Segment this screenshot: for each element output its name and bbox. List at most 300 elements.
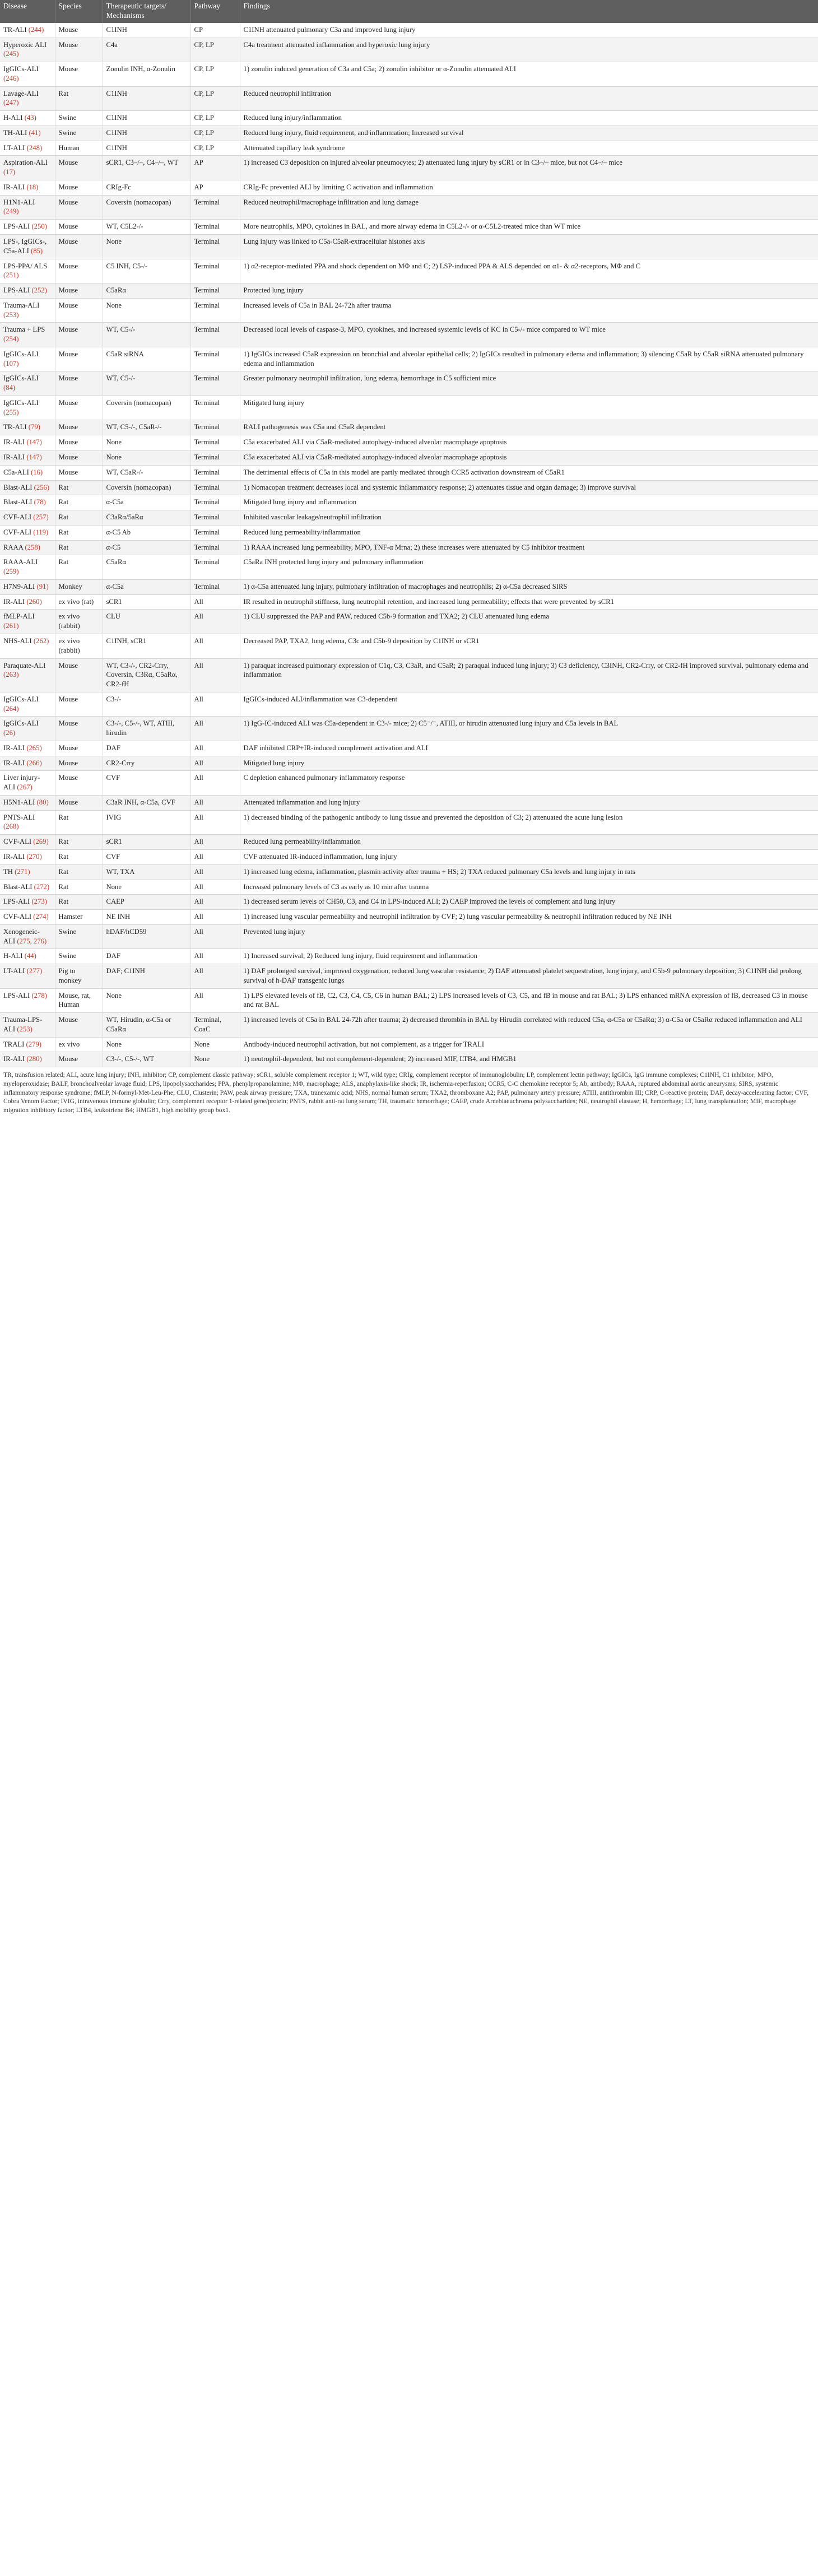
disease-name: H-ALI (3, 114, 23, 122)
table-row (0, 156, 818, 180)
reference-link[interactable]: (255) (3, 408, 19, 416)
cell-pathway: Terminal (190, 195, 240, 220)
cell-disease (0, 810, 55, 835)
table-row (0, 895, 818, 910)
cell-pathway: Terminal (190, 283, 240, 299)
reference-link[interactable]: (16) (30, 468, 43, 476)
cell-disease (0, 594, 55, 610)
reference-link[interactable]: (41) (29, 128, 41, 137)
cell-species: Mouse (55, 741, 103, 756)
disease-name: Aspiration-ALI (3, 159, 48, 167)
cell-disease (0, 495, 55, 510)
disease-name: Trauma + LPS (3, 326, 45, 334)
table-row (0, 220, 818, 235)
cell-pathway: All (190, 810, 240, 835)
cell-findings: Reduced lung injury/inflammation (240, 111, 818, 126)
table-row (0, 38, 818, 62)
cell-findings: C1INH attenuated pulmonary C3a and improved lung injury (240, 23, 818, 38)
cell-pathway: None (190, 1037, 240, 1052)
cell-findings: C5a exacerbated ALI via C5aR-mediated autophagy-induced alveolar macrophage apoptosis (240, 435, 818, 450)
reference-link[interactable]: (273) (31, 898, 47, 906)
cell-targets: None (103, 435, 190, 450)
table-row (0, 771, 818, 796)
reference-link[interactable]: (44) (24, 952, 36, 960)
cell-targets: C1INH (103, 23, 190, 38)
cell-pathway: Terminal (190, 495, 240, 510)
cell-targets: sCR1 (103, 835, 190, 850)
cell-targets: C1INH (103, 125, 190, 141)
cell-findings: Reduced neutrophil/macrophage infiltration and lung damage (240, 195, 818, 220)
cell-findings: More neutrophils, MPO, cytokines in BAL, and more airway edema in C5L2-/- or α-C5L2-treated mice than WT mice (240, 220, 818, 235)
cell-disease (0, 450, 55, 466)
table-row (0, 323, 818, 347)
cell-species: Rat (55, 480, 103, 495)
cell-pathway: CP, LP (190, 125, 240, 141)
cell-disease (0, 111, 55, 126)
cell-pathway: Terminal (190, 525, 240, 540)
disease-name: CVF-ALI (3, 838, 32, 846)
reference-link[interactable]: (265) (26, 743, 42, 752)
table-row (0, 717, 818, 741)
cell-pathway: Terminal (190, 579, 240, 594)
reference-link[interactable]: (107) (3, 359, 19, 368)
cell-disease (0, 86, 55, 111)
cell-pathway: CP, LP (190, 141, 240, 156)
cell-species: Mouse (55, 283, 103, 299)
cell-findings: 1) increased levels of C5a in BAL 24-72h after trauma; 2) decreased thrombin in BAL by Hirudin correlated with reduced C5a, α-C5a or C5aRα; 3) α-C5a or C5aRα reduced inflammation and ALI (240, 1013, 818, 1038)
reference-link[interactable]: (84) (3, 384, 16, 392)
cell-targets: CLU (103, 610, 190, 634)
cell-species: Mouse (55, 658, 103, 692)
cell-pathway: Terminal (190, 347, 240, 371)
cell-species: Mouse (55, 347, 103, 371)
cell-pathway: CP, LP (190, 111, 240, 126)
cell-findings: 1) zonulin induced generation of C3a and C5a; 2) zonulin inhibitor or α-Zonulin attenuated ALI (240, 62, 818, 87)
cell-species: Mouse (55, 23, 103, 38)
cell-pathway: CP, LP (190, 38, 240, 62)
cell-findings: Reduced neutrophil infiltration (240, 86, 818, 111)
reference-link[interactable]: (18) (26, 183, 39, 191)
cell-pathway: All (190, 741, 240, 756)
disease-name: LT-ALI (3, 967, 25, 975)
cell-disease (0, 717, 55, 741)
cell-species: Mouse (55, 371, 103, 396)
cell-disease (0, 62, 55, 87)
disease-name: H7N9-ALI (3, 582, 35, 590)
disease-name: IR-ALI (3, 453, 25, 462)
disease-name: TH-ALI (3, 128, 27, 137)
table-row (0, 259, 818, 283)
reference-link[interactable]: (147) (26, 438, 42, 447)
cell-species: ex vivo (rabbit) (55, 610, 103, 634)
table-row (0, 610, 818, 634)
cell-targets: C4a (103, 38, 190, 62)
disease-name: Blast-ALI (3, 882, 32, 891)
cell-pathway: Terminal (190, 371, 240, 396)
cell-targets: C5aRα (103, 283, 190, 299)
cell-pathway: All (190, 924, 240, 949)
cell-targets: None (103, 880, 190, 895)
table-header-row (0, 0, 818, 23)
cell-disease (0, 634, 55, 658)
cell-pathway: Terminal (190, 465, 240, 480)
cell-disease (0, 480, 55, 495)
table-row (0, 510, 818, 526)
reference-link[interactable]: (259) (3, 568, 19, 576)
reference-link[interactable]: (85) (30, 247, 43, 255)
cell-species: Mouse (55, 1013, 103, 1038)
reference-link[interactable]: (80) (36, 798, 49, 806)
cell-pathway: Terminal (190, 259, 240, 283)
cell-disease (0, 579, 55, 594)
reference-link[interactable]: (254) (3, 335, 19, 343)
cell-species: Rat (55, 810, 103, 835)
header-pathway: Pathway (190, 0, 240, 23)
cell-targets: C3aR INH, α-C5a, CVF (103, 795, 190, 810)
cell-findings: Lung injury was linked to C5a-C5aR-extracellular histones axis (240, 235, 818, 259)
cell-targets: WT, C5-/- (103, 371, 190, 396)
cell-species: Rat (55, 864, 103, 880)
cell-species: Mouse (55, 195, 103, 220)
cell-pathway: Terminal (190, 220, 240, 235)
cell-species: Pig to monkey (55, 964, 103, 989)
cell-disease (0, 156, 55, 180)
cell-targets: Zonulin INH, α-Zonulin (103, 62, 190, 87)
reference-link[interactable]: (262) (33, 636, 49, 645)
cell-targets: IVIG (103, 810, 190, 835)
reference-link[interactable]: (258) (25, 543, 40, 551)
table-row (0, 298, 818, 323)
cell-targets: C1INH (103, 141, 190, 156)
cell-findings: Inhibited vascular leakage/neutrophil infiltration (240, 510, 818, 526)
cell-disease (0, 180, 55, 195)
reference-link[interactable]: (272) (34, 882, 50, 891)
cell-species: Mouse (55, 692, 103, 717)
table-row (0, 949, 818, 964)
cell-pathway: All (190, 949, 240, 964)
table-row (0, 795, 818, 810)
cell-findings: The detrimental effects of C5a in this model are partly mediated through CCR5 activation downstream of C5aR1 (240, 465, 818, 480)
cell-species: Rat (55, 849, 103, 864)
cell-findings: CRIg-Fc prevented ALI by limiting C activation and inflammation (240, 180, 818, 195)
cell-findings: C4a treatment attenuated inflammation and hyperoxic lung injury (240, 38, 818, 62)
reference-link[interactable]: (267) (17, 783, 32, 792)
reference-link[interactable]: (247) (3, 99, 19, 107)
reference-link[interactable]: (279) (26, 1040, 42, 1048)
cell-disease (0, 141, 55, 156)
cell-pathway: Terminal (190, 323, 240, 347)
cell-targets: CR2-Crry (103, 756, 190, 771)
cell-disease (0, 371, 55, 396)
cell-targets: None (103, 988, 190, 1013)
cell-targets: C3-/-, C5-/-, WT, ATIII, hirudin (103, 717, 190, 741)
cell-species: Mouse (55, 435, 103, 450)
cell-targets: C5aR siRNA (103, 347, 190, 371)
cell-targets: None (103, 298, 190, 323)
cell-species: Swine (55, 949, 103, 964)
cell-targets: sCR1, C3–/–, C4–/–, WT (103, 156, 190, 180)
table-row (0, 371, 818, 396)
cell-findings: 1) increased C3 deposition on injured alveolar pneumocytes; 2) attenuated lung injury by sCR1 or in C3–/– mice, but not C4–/– mice (240, 156, 818, 180)
disease-name: LPS-, IgGICs-, C5a-ALI (3, 238, 47, 255)
cell-targets: sCR1 (103, 594, 190, 610)
cell-disease (0, 396, 55, 420)
disease-name: IgGICs-ALI (3, 65, 39, 73)
cell-species: Mouse (55, 717, 103, 741)
reference-link[interactable]: (253) (3, 310, 19, 319)
cell-pathway: Terminal (190, 298, 240, 323)
disease-name: Blast-ALI (3, 498, 32, 506)
table-row (0, 23, 818, 38)
cell-disease (0, 125, 55, 141)
reference-link[interactable]: (278) (31, 991, 47, 999)
reference-link[interactable]: (246) (3, 74, 19, 82)
table-row (0, 525, 818, 540)
cell-disease (0, 323, 55, 347)
disease-name: NHS-ALI (3, 636, 32, 645)
cell-targets: None (103, 450, 190, 466)
disease-name: CVF-ALI (3, 513, 32, 522)
reference-link[interactable]: (266) (26, 759, 42, 767)
table-row (0, 62, 818, 87)
disease-name: IR-ALI (3, 759, 25, 767)
table-row (0, 347, 818, 371)
cell-findings: Greater pulmonary neutrophil infiltration, lung edema, hemorrhage in C5 sufficient mice (240, 371, 818, 396)
reference-link[interactable]: (277) (26, 967, 43, 975)
cell-findings: 1) decreased serum levels of CH50, C3, and C4 in LPS-induced ALI; 2) CAEP improved the levels of complement and lung injury (240, 895, 818, 910)
cell-pathway: All (190, 910, 240, 925)
disease-name: Xenogeneic-ALI (3, 927, 40, 945)
cell-species: Mouse (55, 220, 103, 235)
reference-link[interactable]: (260) (26, 597, 42, 606)
disease-name: IR-ALI (3, 438, 25, 447)
cell-targets: CAEP (103, 895, 190, 910)
cell-species: Mouse (55, 420, 103, 435)
reference-link[interactable]: (79) (28, 423, 40, 431)
cell-findings: C5aRa INH protected lung injury and pulmonary inflammation (240, 555, 818, 580)
reference-link[interactable]: (252) (31, 286, 47, 295)
disease-name: RAAA-ALI (3, 558, 38, 566)
disease-name: TR-ALI (3, 25, 27, 34)
cell-disease (0, 864, 55, 880)
cell-species: Swine (55, 924, 103, 949)
reference-link[interactable]: (264) (3, 704, 19, 713)
cell-findings: Attenuated capillary leak syndrome (240, 141, 818, 156)
table-row (0, 849, 818, 864)
reference-link[interactable]: (43) (24, 114, 36, 122)
reference-link[interactable]: (26) (3, 729, 16, 737)
reference-link[interactable]: (256) (34, 483, 50, 491)
cell-disease (0, 835, 55, 850)
table-row (0, 283, 818, 299)
cell-targets: C5aRα (103, 555, 190, 580)
cell-species: Swine (55, 125, 103, 141)
reference-link[interactable]: (147) (26, 453, 42, 462)
reference-link[interactable]: (244) (28, 25, 44, 34)
table-row (0, 480, 818, 495)
cell-findings: 1) RAAA increased lung permeability, MPO, TNF-α Mrna; 2) these increases were attenuated by C5 inhibitor treatment (240, 540, 818, 555)
cell-disease (0, 1052, 55, 1067)
table-row (0, 1013, 818, 1038)
cell-disease (0, 347, 55, 371)
cell-targets: WT, C5-/-, C5aR-/- (103, 420, 190, 435)
cell-targets: C3-/- (103, 692, 190, 717)
disease-name: IgGICs-ALI (3, 350, 39, 358)
reference-link[interactable]: (91) (36, 582, 49, 590)
disease-name: CVF-ALI (3, 913, 32, 921)
cell-pathway: All (190, 864, 240, 880)
table-row (0, 692, 818, 717)
table-row (0, 125, 818, 141)
table-row (0, 910, 818, 925)
disease-name: RAAA (3, 543, 24, 551)
cell-pathway: All (190, 658, 240, 692)
cell-disease (0, 795, 55, 810)
cell-pathway: All (190, 594, 240, 610)
cell-species: Mouse (55, 38, 103, 62)
reference-link[interactable]: (245) (3, 50, 19, 58)
disease-name: CVF-ALI (3, 528, 32, 536)
disease-name: IgGICs-ALI (3, 695, 39, 703)
disease-name: IR-ALI (3, 597, 25, 606)
cell-findings: 1) Nomacopan treatment decreases local and systemic inflammatory response; 2) attenuates tissue and organ damage; 3) improve survival (240, 480, 818, 495)
cell-species: Mouse (55, 465, 103, 480)
reference-link[interactable]: (253) (17, 1025, 32, 1033)
disease-name: H-ALI (3, 952, 23, 960)
complement-ali-table (0, 0, 818, 1067)
cell-disease (0, 988, 55, 1013)
cell-pathway: Terminal (190, 510, 240, 526)
reference-link[interactable]: (78) (34, 498, 46, 506)
cell-findings: Mitigated lung injury (240, 396, 818, 420)
cell-species: Mouse (55, 180, 103, 195)
cell-disease (0, 235, 55, 259)
cell-species: Rat (55, 895, 103, 910)
table-row (0, 235, 818, 259)
cell-species: Rat (55, 555, 103, 580)
reference-link[interactable]: (269) (33, 838, 49, 846)
reference-link[interactable]: (17) (3, 168, 16, 176)
cell-targets: CVF (103, 849, 190, 864)
cell-targets: C1INH, sCR1 (103, 634, 190, 658)
cell-disease (0, 924, 55, 949)
disease-name: Hyperoxic ALI (3, 40, 47, 49)
cell-findings: Decreased PAP, TXA2, lung edema, C3c and C5b-9 deposition by C1INH or sCR1 (240, 634, 818, 658)
cell-pathway: Terminal (190, 435, 240, 450)
cell-pathway: All (190, 988, 240, 1013)
reference-link[interactable]: (270) (26, 852, 42, 861)
table-row (0, 195, 818, 220)
cell-findings: 1) IgGICs increased C5aR expression on bronchial and alveolar epithelial cells; 2) IgGICs resulted in pulmonary edema and inflammation; 3) silencing C5aR by C5aR siRNA attenuated pulmonary edema and inflammation (240, 347, 818, 371)
reference-link[interactable]: (275, 276) (17, 937, 47, 945)
reference-link[interactable]: (257) (33, 513, 49, 522)
cell-targets: WT, TXA (103, 864, 190, 880)
cell-disease (0, 23, 55, 38)
cell-species: Hamster (55, 910, 103, 925)
reference-link[interactable]: (251) (3, 271, 19, 280)
cell-disease (0, 741, 55, 756)
cell-targets: WT, C5aR-/- (103, 465, 190, 480)
reference-link[interactable]: (250) (31, 222, 47, 231)
cell-species: Mouse (55, 62, 103, 87)
cell-pathway: CP, LP (190, 62, 240, 87)
cell-findings: 1) paraquat increased pulmonary expression of C1q, C3, C3aR, and C5aR; 2) paraqual induced lung injury; 3) C3 deficiency, C3INH, CR2-Crry, or CR2-fH improved survival, pulmonary edema and inflammation (240, 658, 818, 692)
table-row (0, 924, 818, 949)
reference-link[interactable]: (263) (3, 671, 19, 679)
cell-targets: hDAF/hCD59 (103, 924, 190, 949)
cell-findings: Increased pulmonary levels of C3 as early as 10 min after trauma (240, 880, 818, 895)
reference-link[interactable]: (248) (26, 143, 43, 152)
cell-species: Mouse, rat, Human (55, 988, 103, 1013)
cell-targets: α-C5 Ab (103, 525, 190, 540)
cell-pathway: All (190, 964, 240, 989)
cell-targets: Coversin (nomacopan) (103, 480, 190, 495)
table-row (0, 741, 818, 756)
cell-findings: C5a exacerbated ALI via C5aR-mediated autophagy-induced alveolar macrophage apoptosis (240, 450, 818, 466)
cell-pathway: All (190, 771, 240, 796)
cell-pathway: None (190, 1052, 240, 1067)
cell-disease (0, 658, 55, 692)
disease-name: LPS-ALI (3, 286, 30, 295)
cell-species: Mouse (55, 450, 103, 466)
disease-name: Liver injury-ALI (3, 774, 40, 792)
header-findings: Findings (240, 0, 818, 23)
header-species: Species (55, 0, 103, 23)
cell-disease (0, 880, 55, 895)
disease-name: IgGICs-ALI (3, 374, 39, 383)
cell-findings: 1) CLU suppressed the PAP and PAW, reduced C5b-9 formation and TXA2; 2) CLU attenuated lung edema (240, 610, 818, 634)
cell-pathway: Terminal (190, 480, 240, 495)
reference-link[interactable]: (280) (26, 1055, 42, 1063)
table-row (0, 658, 818, 692)
disease-name: IgGICs-ALI (3, 719, 39, 728)
cell-targets: WT, C3-/-, CR2-Crry, Coversin, C3Rα, C5aRα, CR2-fH (103, 658, 190, 692)
disease-name: H5N1-ALI (3, 798, 35, 806)
disease-name: LPS-PPA/ ALS (3, 262, 48, 270)
table-row (0, 835, 818, 850)
cell-pathway: Terminal, CoaC (190, 1013, 240, 1038)
table-row (0, 1037, 818, 1052)
cell-species: Mouse (55, 396, 103, 420)
reference-link[interactable]: (268) (3, 822, 19, 831)
cell-targets: α-C5a (103, 579, 190, 594)
reference-link[interactable]: (261) (3, 622, 19, 630)
cell-pathway: All (190, 692, 240, 717)
cell-species: Mouse (55, 323, 103, 347)
cell-species: Rat (55, 510, 103, 526)
disease-name: IR-ALI (3, 183, 25, 191)
reference-link[interactable]: (274) (33, 913, 49, 921)
cell-pathway: All (190, 795, 240, 810)
cell-species: Mouse (55, 1052, 103, 1067)
cell-species: Rat (55, 880, 103, 895)
cell-findings: Mitigated lung injury and inflammation (240, 495, 818, 510)
reference-link[interactable]: (249) (3, 207, 19, 216)
table-row (0, 141, 818, 156)
cell-targets: C1INH (103, 111, 190, 126)
cell-findings: CVF attenuated IR-induced inflammation, lung injury (240, 849, 818, 864)
cell-targets: Coversin (nomacopan) (103, 195, 190, 220)
cell-disease (0, 525, 55, 540)
table-row (0, 180, 818, 195)
cell-species: Mouse (55, 235, 103, 259)
cell-species: ex vivo (rat) (55, 594, 103, 610)
reference-link[interactable]: (119) (33, 528, 49, 536)
reference-link[interactable]: (271) (15, 867, 30, 876)
abbreviations-footnote: TR, transfusion related; ALI, acute lung injury; INH, inhibitor; CP, complement classic pathway; sCR1, soluble complement receptor 1; WT, wild type; CRIg, complement receptor of immunoglobulin; LP, complement lectin pathway; IgGICs, IgG immune complexes; C1INH, C1 inhibitor; MPO, myeloperoxidase; BALF, bronchoalveolar lavage fluid; LPS, lipopolysaccharides; PPA, phenylpropanolamine; MΦ, macrophage; ALS, anaphylaxis-like shock; IR, ischemia-reperfusion; CCR5, C-C chemokine receptor 5; Ab, antibody; RAAA, ruptured abdominal aortic aneurysms; SIRS, systemic inflammatory response syndrome; fMLP, N-formyl-Met-Leu-Phe; CLU, Clusterin; PAW, peak airway pressure; TXA, tranexamic acid; NHS, normal human serum; TXA2, thromboxane A2; PAP, pulmonary artery pressure; ATIII, antithrombin III; CRP, C-reactive protein; DAF, decay-accelerating factor; CVF, Cobra Venom Factor; IVIG, intravenous immune globulin; Crry, complement receptor 1-related gene/protein; PNTS, rabbit anti-rat lung serum; TH, traumatic hemorrhage; CAEP, crude Arnebiaeuchroma polysaccharides; NE, neutrophil elastase; H, hemorrhage; LT, lung transplantation; MIF, macrophage migration inhibitory factor; LTB4, leukotriene B4; HMGB1, high mobility group box1. (3, 1071, 809, 1114)
disease-name: fMLP-ALI (3, 612, 35, 621)
cell-targets: α-C5a (103, 495, 190, 510)
